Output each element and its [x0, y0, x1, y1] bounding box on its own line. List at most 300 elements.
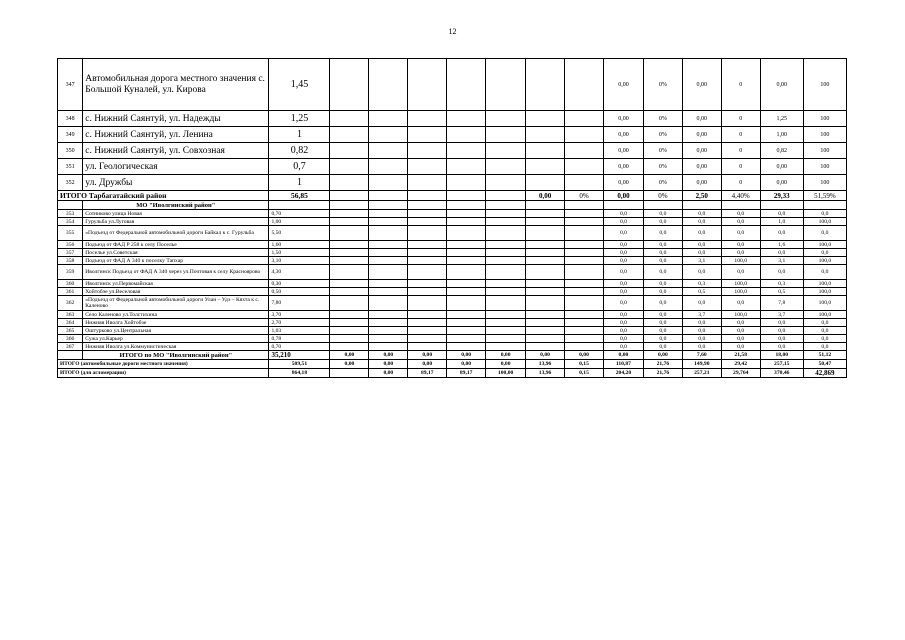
total-value: 29,42 [721, 360, 760, 369]
total-value: 110,87 [603, 360, 643, 369]
empty-cell [565, 296, 604, 311]
road-length: 0,70 [269, 343, 330, 351]
grand-total-agglomeration [58, 369, 847, 378]
value-cell: 0,0 [643, 226, 682, 241]
road-name: с. Нижний Саянтуй, ул. Совхозная [83, 143, 269, 159]
empty-cell [565, 59, 604, 111]
empty-cell [330, 249, 369, 257]
value-cell: 0,0 [760, 335, 803, 343]
table-row [58, 226, 847, 241]
road-length: 1,25 [269, 111, 330, 127]
empty-cell [408, 280, 447, 288]
empty-cell [486, 127, 526, 143]
value-cell: 0,00 [682, 159, 721, 175]
value-cell: 0,0 [603, 226, 643, 241]
table-row [58, 265, 847, 280]
road-name: «Подъезд от Федеральной автомобильной дороги Байкал к с. Гурульба [83, 226, 269, 241]
empty-cell [408, 159, 447, 175]
empty-cell [330, 335, 369, 343]
road-length: 0,50 [269, 288, 330, 296]
value-cell: 0,0 [643, 280, 682, 288]
table-row [58, 159, 847, 175]
total-value: 0,00 [526, 351, 565, 360]
empty-cell [486, 319, 526, 327]
value-cell: 0,0 [721, 210, 760, 218]
empty-cell [330, 175, 369, 191]
road-length: 1,03 [269, 327, 330, 335]
empty-cell [447, 59, 486, 111]
total-value: 0% [565, 191, 604, 201]
road-name: Сотниково улица Новая [83, 210, 269, 218]
empty-cell [447, 111, 486, 127]
value-cell: 0,0 [682, 327, 721, 335]
value-cell: 3,1 [682, 257, 721, 265]
total-value: 0,00 [369, 369, 408, 378]
value-cell: 0,00 [603, 175, 643, 191]
empty-cell [565, 226, 604, 241]
empty-cell [330, 280, 369, 288]
table-row [58, 335, 847, 343]
value-cell: 0,0 [803, 327, 846, 335]
road-name: Сужа ул.Карьер [83, 335, 269, 343]
empty-cell [369, 257, 408, 265]
value-cell: 100,0 [721, 288, 760, 296]
row-number: 349 [58, 127, 83, 143]
empty-cell [565, 257, 604, 265]
empty-cell [526, 280, 565, 288]
empty-cell [369, 327, 408, 335]
empty-cell [330, 319, 369, 327]
value-cell: 0,0 [682, 265, 721, 280]
empty-cell [369, 319, 408, 327]
value-cell: 0,00 [603, 127, 643, 143]
value-cell: 0,0 [682, 296, 721, 311]
empty-cell [526, 319, 565, 327]
table-row [58, 257, 847, 265]
table-row [58, 319, 847, 327]
total-value: 0,00 [565, 351, 604, 360]
value-cell: 0 [721, 143, 760, 159]
value-cell: 0,0 [603, 257, 643, 265]
total-value: 370,46 [760, 369, 803, 378]
empty-cell [330, 327, 369, 335]
value-cell: 0,0 [682, 241, 721, 249]
table-row [58, 311, 847, 319]
value-cell: 0,0 [603, 311, 643, 319]
value-cell: 0,3 [682, 280, 721, 288]
empty-cell [330, 296, 369, 311]
value-cell: 1,0 [760, 218, 803, 226]
row-number: 361 [58, 288, 83, 296]
empty-cell [486, 226, 526, 241]
empty-cell [408, 201, 447, 210]
empty-cell [526, 311, 565, 319]
empty-cell [486, 311, 526, 319]
total-value: 0,00 [643, 351, 682, 360]
value-cell: 0,0 [803, 226, 846, 241]
empty-cell [58, 351, 83, 360]
road-length: 2,70 [269, 319, 330, 327]
empty-cell [565, 280, 604, 288]
value-cell: 0,0 [803, 319, 846, 327]
value-cell: 0,0 [721, 296, 760, 311]
total-value: 13,96 [526, 369, 565, 378]
empty-cell [447, 257, 486, 265]
empty-cell [408, 143, 447, 159]
row-number: 360 [58, 280, 83, 288]
empty-cell [447, 319, 486, 327]
road-name: ул. Дружбы [83, 175, 269, 191]
total-value: 0,00 [603, 191, 643, 201]
row-number: 365 [58, 327, 83, 335]
value-cell: 0,0 [721, 327, 760, 335]
road-name: Автомобильная дорога местного значения с. Большой Куналей, ул. Кирова [83, 59, 269, 111]
road-length: 0,70 [269, 210, 330, 218]
road-name: Село Каленово ул.Толстихина [83, 311, 269, 319]
value-cell: 0,3 [760, 280, 803, 288]
total-value: 0,00 [330, 351, 369, 360]
empty-cell [408, 319, 447, 327]
road-name: с. Нижний Саянтуй, ул. Ленина [83, 127, 269, 143]
empty-cell [447, 226, 486, 241]
empty-cell [330, 257, 369, 265]
row-number: 352 [58, 175, 83, 191]
empty-cell [369, 201, 408, 210]
value-cell: 0% [643, 143, 682, 159]
value-cell: 0,0 [603, 218, 643, 226]
value-cell: 0,0 [643, 319, 682, 327]
empty-cell [447, 191, 486, 201]
empty-cell [526, 59, 565, 111]
value-cell: 0,0 [603, 319, 643, 327]
empty-cell [486, 210, 526, 218]
road-length: 3,10 [269, 257, 330, 265]
empty-cell [330, 226, 369, 241]
empty-cell [526, 241, 565, 249]
table-row [58, 249, 847, 257]
empty-cell [408, 127, 447, 143]
value-cell: 3,1 [760, 257, 803, 265]
road-name: Поселье ул.Советская [83, 249, 269, 257]
value-cell: 0,00 [760, 175, 803, 191]
empty-cell [408, 210, 447, 218]
value-cell: 0,00 [682, 59, 721, 111]
value-cell: 0,0 [643, 210, 682, 218]
total-label: ИТОГО (автомобильные дороги местного значения) [58, 360, 269, 369]
empty-cell [330, 127, 369, 143]
empty-cell [369, 241, 408, 249]
empty-cell [486, 327, 526, 335]
value-cell: 0,0 [721, 218, 760, 226]
empty-cell [486, 175, 526, 191]
value-cell: 0,0 [682, 319, 721, 327]
value-cell: 0,82 [760, 143, 803, 159]
value-cell: 0,00 [603, 159, 643, 175]
road-name: Подъезд от ФАД А 340 к поселку Тапхар [83, 257, 269, 265]
empty-cell [447, 159, 486, 175]
row-number: 356 [58, 241, 83, 249]
row-number: 354 [58, 218, 83, 226]
total-value: 0,00 [447, 360, 486, 369]
total-value: 257,21 [682, 369, 721, 378]
road-length: 1,45 [269, 59, 330, 111]
empty-cell [565, 343, 604, 351]
value-cell: 0,0 [682, 210, 721, 218]
row-number: 363 [58, 311, 83, 319]
empty-cell [369, 288, 408, 296]
total-length: 864,18 [269, 369, 330, 378]
empty-cell [565, 159, 604, 175]
total-value: 0,00 [408, 360, 447, 369]
table-row [58, 127, 847, 143]
empty-cell [369, 335, 408, 343]
road-length: 1 [269, 127, 330, 143]
value-cell: 100 [803, 159, 846, 175]
total-value: 0,00 [486, 351, 526, 360]
value-cell: 0,0 [721, 249, 760, 257]
empty-cell [447, 210, 486, 218]
total-value: 18,00 [760, 351, 803, 360]
road-length: 0,82 [269, 143, 330, 159]
total-value: 0,00 [526, 191, 565, 201]
value-cell: 0,0 [603, 343, 643, 351]
empty-cell [447, 127, 486, 143]
empty-cell [803, 201, 846, 210]
empty-cell [369, 226, 408, 241]
empty-cell [408, 226, 447, 241]
total-value: 29,764 [721, 369, 760, 378]
value-cell: 0,0 [721, 335, 760, 343]
value-cell: 0,0 [682, 249, 721, 257]
empty-cell [330, 288, 369, 296]
total-label: ИТОГО по МО "Иволгинский район" [83, 351, 269, 360]
total-value: 21,76 [643, 360, 682, 369]
empty-cell [526, 226, 565, 241]
empty-cell [526, 210, 565, 218]
value-cell: 0,0 [721, 319, 760, 327]
value-cell: 0,00 [760, 159, 803, 175]
total-value: 0,00 [330, 360, 369, 369]
empty-cell [369, 143, 408, 159]
empty-cell [269, 201, 330, 210]
value-cell: 100 [803, 143, 846, 159]
value-cell: 3,7 [682, 311, 721, 319]
total-value: 149,90 [682, 360, 721, 369]
value-cell: 0,0 [760, 226, 803, 241]
empty-cell [369, 127, 408, 143]
empty-cell [565, 319, 604, 327]
value-cell: 0% [643, 159, 682, 175]
empty-cell [447, 335, 486, 343]
value-cell: 0,00 [760, 59, 803, 111]
row-number: 353 [58, 210, 83, 218]
empty-cell [330, 265, 369, 280]
empty-cell [565, 127, 604, 143]
row-number: 358 [58, 257, 83, 265]
table-row [58, 59, 847, 111]
row-number: 364 [58, 319, 83, 327]
total-length: 35,210 [269, 351, 330, 360]
empty-cell [486, 280, 526, 288]
empty-cell [330, 159, 369, 175]
total-value: 29,33 [760, 191, 803, 201]
value-cell: 0,0 [643, 327, 682, 335]
value-cell: 100,0 [803, 280, 846, 288]
empty-cell [526, 288, 565, 296]
value-cell: 100 [803, 111, 846, 127]
grand-total-local [58, 360, 847, 369]
empty-cell [486, 257, 526, 265]
table-row [58, 288, 847, 296]
table-row [58, 343, 847, 351]
total-label: ИТОГО (для агломерации) [58, 369, 269, 378]
road-name: с. Нижний Саянтуй, ул. Надежды [83, 111, 269, 127]
value-cell: 0,5 [760, 288, 803, 296]
value-cell: 0,0 [760, 319, 803, 327]
total-value: 204,20 [603, 369, 643, 378]
value-cell: 100,0 [803, 257, 846, 265]
value-cell: 100,0 [721, 257, 760, 265]
total-label: ИТОГО Тарбагатайский район [58, 191, 269, 201]
value-cell: 0 [721, 127, 760, 143]
row-number: 367 [58, 343, 83, 351]
empty-cell [486, 249, 526, 257]
empty-cell [526, 143, 565, 159]
value-cell: 0,0 [803, 335, 846, 343]
empty-cell [526, 201, 565, 210]
mo-header-row [58, 201, 847, 210]
road-name: Гурульба ул.Луговая [83, 218, 269, 226]
value-cell: 0,0 [643, 288, 682, 296]
empty-cell [526, 249, 565, 257]
empty-cell [447, 288, 486, 296]
road-name: Нижняя Иволга ул.Коммунистическая [83, 343, 269, 351]
value-cell: 0,0 [643, 296, 682, 311]
empty-cell [486, 218, 526, 226]
table-row [58, 143, 847, 159]
empty-cell [369, 280, 408, 288]
row-number: 357 [58, 249, 83, 257]
table-row [58, 218, 847, 226]
empty-cell [408, 335, 447, 343]
empty-cell [330, 59, 369, 111]
empty-cell [330, 191, 369, 201]
row-number: 348 [58, 111, 83, 127]
value-cell: 100,0 [803, 218, 846, 226]
empty-cell [526, 327, 565, 335]
row-number: 366 [58, 335, 83, 343]
value-cell: 0,0 [721, 265, 760, 280]
road-name: Нижняя Иволга Хойтобэе [83, 319, 269, 327]
value-cell: 0 [721, 159, 760, 175]
total-value: 21,58 [721, 351, 760, 360]
value-cell: 0,00 [603, 59, 643, 111]
empty-cell [369, 175, 408, 191]
empty-cell [565, 311, 604, 319]
empty-cell [486, 159, 526, 175]
value-cell: 0,0 [643, 335, 682, 343]
empty-cell [330, 369, 369, 378]
empty-cell [486, 335, 526, 343]
empty-cell [447, 343, 486, 351]
empty-cell [721, 201, 760, 210]
empty-cell [565, 111, 604, 127]
value-cell: 0,0 [603, 296, 643, 311]
road-name: ул. Геологическая [83, 159, 269, 175]
value-cell: 0 [721, 175, 760, 191]
empty-cell [408, 288, 447, 296]
empty-cell [408, 59, 447, 111]
road-name: Иволгинск ул.Первомайская [83, 280, 269, 288]
empty-cell [526, 335, 565, 343]
empty-cell [565, 210, 604, 218]
value-cell: 100,0 [803, 241, 846, 249]
empty-cell [369, 218, 408, 226]
empty-cell [447, 143, 486, 159]
total-value: 21,76 [643, 369, 682, 378]
row-number: 351 [58, 159, 83, 175]
value-cell: 100 [803, 175, 846, 191]
total-row-ivolga [58, 351, 847, 360]
empty-cell [486, 111, 526, 127]
empty-cell [486, 343, 526, 351]
value-cell: 100 [803, 127, 846, 143]
value-cell: 100 [803, 59, 846, 111]
table-row [58, 241, 847, 249]
value-cell: 0% [643, 59, 682, 111]
empty-cell [447, 265, 486, 280]
value-cell: 0,0 [760, 327, 803, 335]
total-value: 0,00 [369, 360, 408, 369]
value-cell: 0,5 [682, 288, 721, 296]
value-cell: 1,25 [760, 111, 803, 127]
total-value: 50,47 [803, 360, 846, 369]
total-value: 0,15 [565, 369, 604, 378]
value-cell: 0,00 [682, 175, 721, 191]
road-length: 5,50 [269, 226, 330, 241]
empty-cell [330, 210, 369, 218]
road-length: 3,70 [269, 311, 330, 319]
empty-cell [408, 257, 447, 265]
row-number: 359 [58, 265, 83, 280]
value-cell: 100,0 [721, 280, 760, 288]
total-value: 0,00 [603, 351, 643, 360]
value-cell: 0,0 [760, 265, 803, 280]
empty-cell [369, 311, 408, 319]
road-length: 1,00 [269, 218, 330, 226]
empty-cell [565, 143, 604, 159]
empty-cell [369, 159, 408, 175]
value-cell: 0,00 [682, 111, 721, 127]
empty-cell [447, 249, 486, 257]
empty-cell [565, 241, 604, 249]
empty-cell [565, 327, 604, 335]
value-cell: 7,8 [760, 296, 803, 311]
value-cell: 0,0 [643, 265, 682, 280]
empty-cell [408, 265, 447, 280]
empty-cell [330, 143, 369, 159]
total-length: 56,85 [269, 191, 330, 201]
total-value: 42,869 [803, 369, 846, 378]
value-cell: 1,6 [760, 241, 803, 249]
table-row [58, 327, 847, 335]
empty-cell [408, 191, 447, 201]
empty-cell [447, 296, 486, 311]
total-value: 51,59% [803, 191, 846, 201]
road-length: 1 [269, 175, 330, 191]
empty-cell [486, 59, 526, 111]
empty-cell [565, 335, 604, 343]
